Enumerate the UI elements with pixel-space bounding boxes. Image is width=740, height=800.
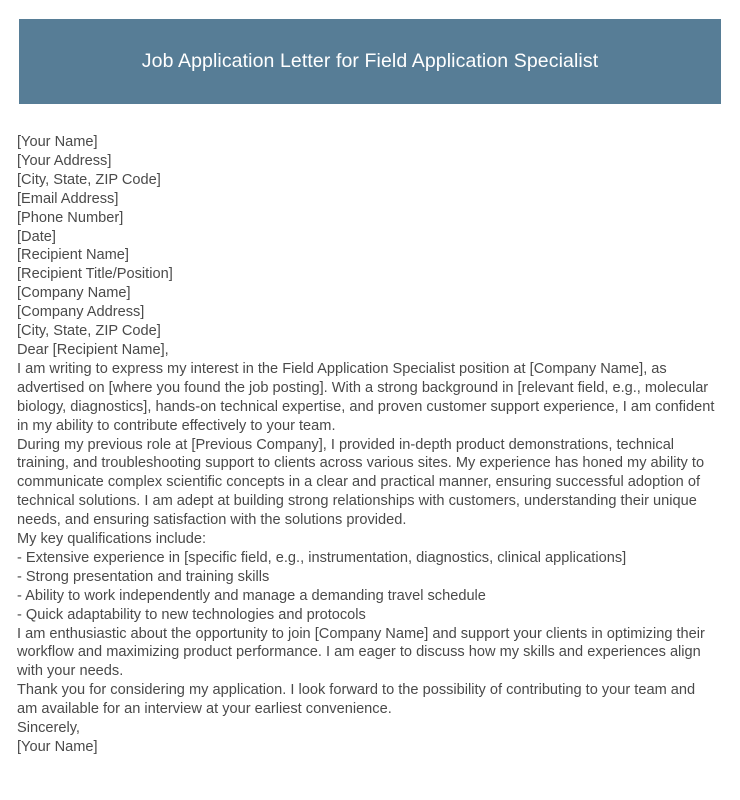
letter-line-date: [Date] bbox=[17, 228, 56, 245]
letter-line-company-name: [Company Name] bbox=[17, 285, 131, 302]
letter-line-signature-name: [Your Name] bbox=[17, 739, 98, 755]
letter-line-qualification-2: - Strong presentation and training skills bbox=[17, 568, 270, 585]
letter-line-your-city-state-zip: [City, State, ZIP Code] bbox=[17, 171, 161, 188]
letter-line-paragraph-experience: During my previous role at [Previous Company], I provided in-depth product demonstrations, technical training, and troubleshooting support to clients across various sites. My experience has honed my ability to communicate complex scientific concepts in a clear and practical manner, ensuring successful adoption of technical solutions. I am adept at building strong relationships with customers, understanding their unique needs, and ensuring satisfaction with the solutions provided. bbox=[17, 436, 709, 529]
letter-line-company-city-state-zip: [City, State, ZIP Code] bbox=[17, 323, 161, 340]
letter-body bbox=[17, 133, 717, 757]
letter-line-qualification-4: - Quick adaptability to new technologies and protocols bbox=[17, 606, 366, 623]
letter-line-closing: Sincerely, bbox=[17, 720, 80, 737]
letter-line-email-address: [Email Address] bbox=[17, 190, 119, 207]
letter-line-paragraph-thanks: Thank you for considering my application. I look forward to the possibility of contributing to your team and am available for an interview at your earliest convenience. bbox=[17, 682, 700, 718]
letter-line-salutation: Dear [Recipient Name], bbox=[17, 341, 169, 358]
page-title: Job Application Letter for Field Application Specialist bbox=[141, 49, 599, 72]
document-header-banner bbox=[19, 19, 721, 104]
letter-line-paragraph-enthusiasm: I am enthusiastic about the opportunity to join [Company Name] and support your clients in optimizing their workflow and maximizing product performance. I am eager to discuss how my skills and experiences align with your needs. bbox=[17, 625, 709, 680]
letter-line-qualifications-heading: My key qualifications include: bbox=[17, 531, 206, 548]
letter-line-company-address: [Company Address] bbox=[17, 304, 145, 321]
letter-line-your-name: [Your Name] bbox=[17, 134, 98, 150]
letter-line-qualification-1: - Extensive experience in [specific field, e.g., instrumentation, diagnostics, clinical applications] bbox=[17, 549, 627, 566]
letter-line-phone-number: [Phone Number] bbox=[17, 209, 124, 226]
letter-line-paragraph-intro: I am writing to express my interest in the Field Application Specialist position at [Company Name], as advertised on [where you found the job posting]. With a strong background in [relevant field, e.g., molecular biology, diagnostics], hands-on technical expertise, and proven customer support experience, I am confident in my ability to contribute effectively to your team. bbox=[17, 360, 719, 434]
letter-line-your-address: [Your Address] bbox=[17, 152, 112, 169]
letter-line-recipient-title: [Recipient Title/Position] bbox=[17, 266, 173, 283]
letter-line-qualification-3: - Ability to work independently and manage a demanding travel schedule bbox=[17, 587, 486, 604]
letter-line-recipient-name: [Recipient Name] bbox=[17, 247, 129, 264]
